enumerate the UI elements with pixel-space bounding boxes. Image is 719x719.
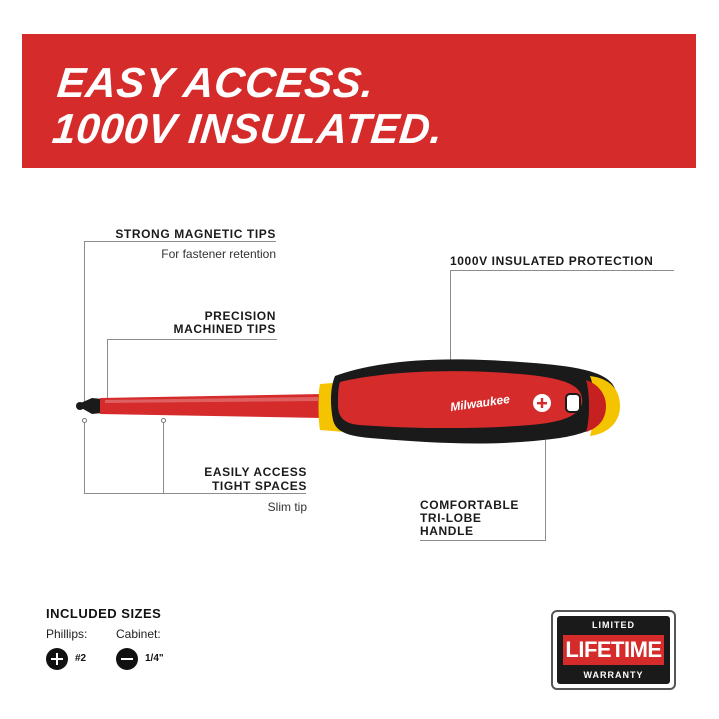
tip-point bbox=[76, 402, 84, 410]
warranty-bottom-text: WARRANTY bbox=[583, 670, 644, 680]
headline-line-1: EASY ACCESS. bbox=[55, 59, 377, 106]
callout-insulated-title: 1000V INSULATED PROTECTION bbox=[450, 254, 654, 268]
callout-access-title-2: TIGHT SPACES bbox=[212, 479, 307, 493]
callout-magnetic-title: STRONG MAGNETIC TIPS bbox=[115, 227, 276, 241]
warranty-top-text: LIMITED bbox=[592, 620, 635, 630]
included-sizes-title: INCLUDED SIZES bbox=[46, 606, 162, 621]
cabinet-size-value: 1/4" bbox=[145, 653, 164, 664]
warranty-middle-text: LIFETIME bbox=[563, 635, 664, 665]
callout-precision-title-1: PRECISION bbox=[204, 309, 276, 323]
hang-hole bbox=[566, 394, 580, 412]
headline-line-2: 1000V INSULATED. bbox=[50, 105, 446, 152]
slotted-icon bbox=[116, 648, 138, 670]
phillips-size-value: #2 bbox=[75, 653, 87, 664]
callout-access-title-1: EASILY ACCESS bbox=[204, 465, 307, 479]
callout-handle-title-1: COMFORTABLE bbox=[420, 498, 520, 512]
warranty-badge-inner bbox=[557, 616, 670, 684]
callout-magnetic-sub: For fastener retention bbox=[161, 247, 276, 261]
phillips-label: Phillips: bbox=[46, 627, 88, 641]
brand-logo: Milwaukee bbox=[449, 391, 511, 415]
cabinet-label: Cabinet: bbox=[116, 627, 161, 641]
callout-access-sub: Slim tip bbox=[267, 500, 307, 514]
callout-precision-title-2: MACHINED TIPS bbox=[173, 322, 276, 336]
phillips-icon bbox=[46, 648, 68, 670]
callout-handle-title-2: TRI-LOBE bbox=[420, 511, 482, 525]
warranty-badge bbox=[551, 610, 676, 690]
callout-handle-title-3: HANDLE bbox=[420, 524, 474, 538]
